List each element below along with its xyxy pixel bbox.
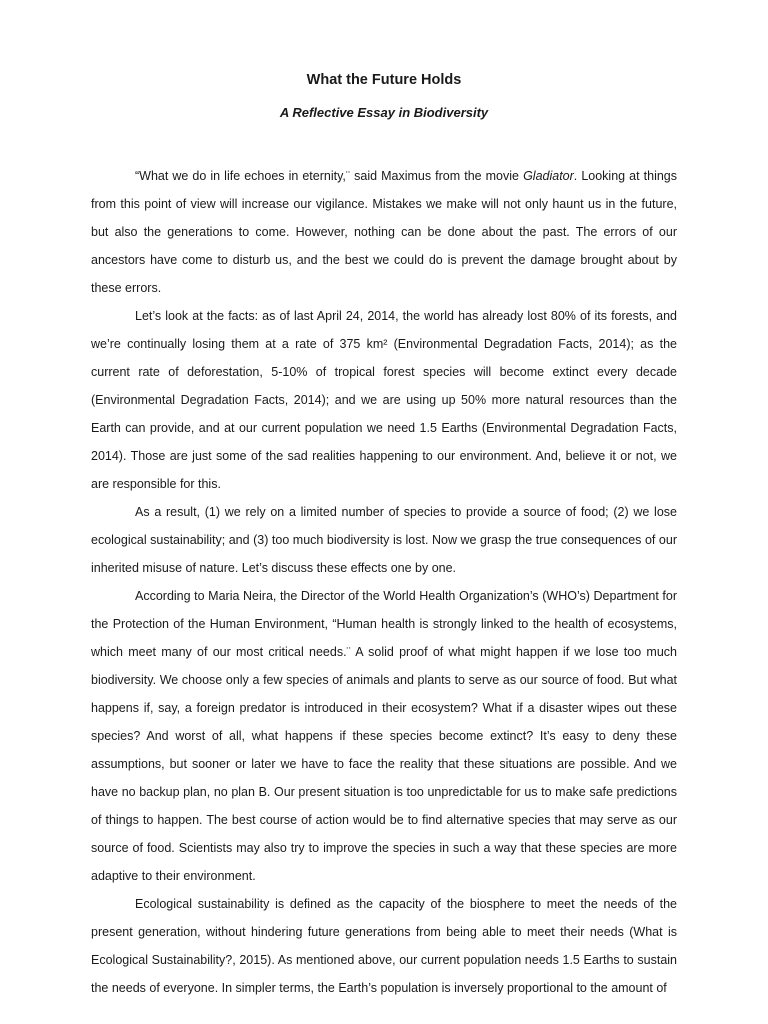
paragraph-food-source: According to Maria Neira, the Director of the World Health Organization’s (WHO’s) Department for the Protection of the Human Environment, “Human health is strongly linked to the health of ecosystems, which meet many of our most critical needs.¨ A solid proof of what might happen if we lose too much biodiversity. We choose only a few species of animals and plants to serve as our source of food. But what happens if, say, a foreign predator is introduced in their ecosystem? What if a disaster wipes out these species? And worst of all, what happens if these species become extinct? It’s easy to deny these assumptions, but sooner or later we have to face the reality that these situations are possible. And we have no backup plan, no plan B. Our present situation is too unpredictable for us to make safe predictions of things to happen. The best course of action would be to find alternative species that may serve as our source of food. Scientists may also try to improve the species in such a way that these species are more adaptive to their environment. — [91, 589, 677, 883]
paragraph-intro-text-after: . Looking at things from this point of view will increase our vigilance. Mistakes we make will not only haunt us in the future, but also the generations to come. However, nothing can be done about the past. The errors of our ancestors have come to disturb us, and the best we could do is prevent the damage brought about by these errors. — [91, 169, 678, 295]
document-title: What the Future Holds — [306, 72, 462, 88]
movie-title: Gladiator — [523, 169, 574, 183]
paragraph-effects: As a result, (1) we rely on a limited number of species to provide a source of food; (2) we lose ecological sustainability; and (3) too much biodiversity is lost. Now we grasp the true consequences of our inherited misuse of nature. Let’s discuss these effects one by one. — [91, 505, 677, 575]
essay-body — [91, 162, 677, 1002]
paragraph-intro — [91, 162, 677, 302]
paragraph-intro-text-before: “What we do in life echoes in eternity,¨ said Maximus from the movie — [135, 169, 524, 183]
paragraph-facts: Let’s look at the facts: as of last April 24, 2014, the world has already lost 80% of its forests, and we’re continually losing them at a rate of 375 km² (Environmental Degradation Facts, 2014); as the current rate of deforestation, 5-10% of tropical forest species will become extinct every decade (Environmental Degradation Facts, 2014); and we are using up 50% more natural resources than the Earth can provide, and at our current population we need 1.5 Earths (Environmental Degradation Facts, 2014). Those are just some of the sad realities happening to our environment. And, believe it or not, we are responsible for this. — [91, 309, 677, 491]
document-page — [91, 0, 677, 1002]
paragraph-sustainability: Ecological sustainability is defined as the capacity of the biosphere to meet the needs of the present generation, without hindering future generations from being able to meet their needs (What is Ecological Sustainability?, 2015). As mentioned above, our current population needs 1.5 Earths to sustain the needs of everyone. In simpler terms, the Earth’s population is inversely proportional to the amount of — [91, 897, 677, 995]
document-subtitle: A Reflective Essay in Biodiversity — [279, 105, 489, 120]
